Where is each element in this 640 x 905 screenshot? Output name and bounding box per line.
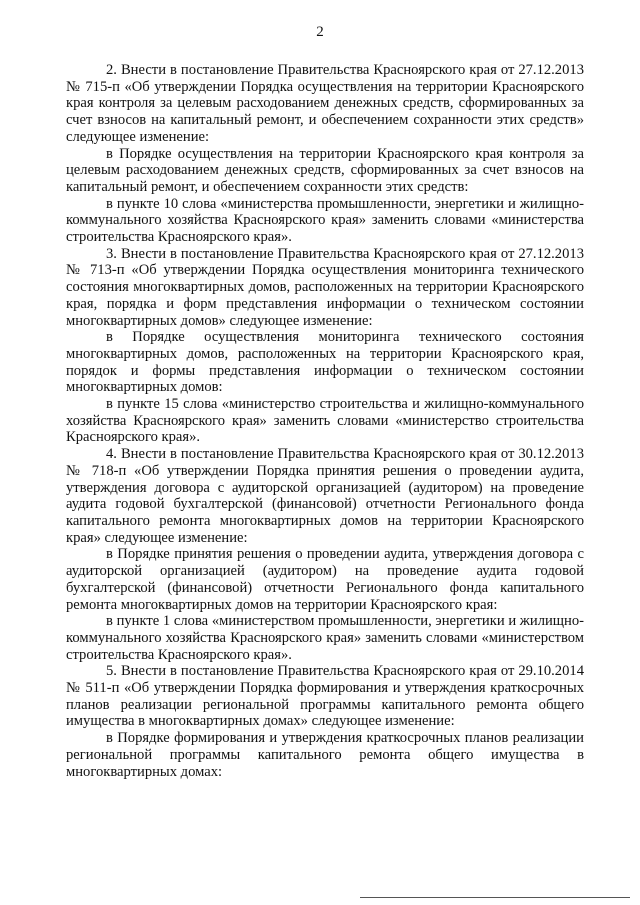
paragraph-item-4-order: в Порядке принятия решения о проведении аудита, утверждения договора с аудиторской организацией (аудитором) на проведение аудита годовой бухгалтерской (финансовой) отчетности Регионального фонда капитального ремонта многоквартирных домов на территории Красноярского края: bbox=[66, 546, 584, 613]
page-number: 2 bbox=[316, 24, 324, 40]
paragraph-item-3: 3. Внести в постановление Правительства Красноярского края от 27.12.2013 № 713-п «Об утверждении Порядка осуществления мониторинга технического состояния многоквартирных домов, расположенных на территории Красноярского края, порядка и форм представления информации о техническом состоянии многоквартирных домов» следующее изменение: bbox=[66, 245, 584, 329]
paragraph-item-2: 2. Внести в постановление Правительства Красноярского края от 27.12.2013 № 715-п «Об утверждении Порядка осуществления на территории Красноярского края контроля за целевым расходованием денежных средств, сформированных за счет взносов на капитальный ремонт, и обеспечением сохранности этих средств» следующее изменение: bbox=[66, 62, 584, 145]
paragraph-item-4-change: в пункте 1 слова «министерством промышленности, энергетики и жилищно-коммунального хозяйства Красноярского края» заменить словами «министерством строительства Красноярского края». bbox=[66, 613, 584, 663]
paragraph-item-3-order: в Порядке осуществления мониторинга технического состояния многоквартирных домов, расположенных на территории Красноярского края, порядок и формы представления информации о техническом состоянии многоквартирных домов: bbox=[66, 329, 584, 396]
paragraph-item-5-order: в Порядке формирования и утверждения краткосрочных планов реализации региональной программы капитального ремонта общего имущества в многоквартирных домах: bbox=[66, 730, 584, 780]
document-body bbox=[66, 62, 584, 780]
paragraph-item-5: 5. Внести в постановление Правительства Красноярского края от 29.10.2014 № 511-п «Об утверждении Порядка формирования и утверждения краткосрочных планов реализации региональной программы капитального ремонта общего имущества в многоквартирных домах» следующее изменение: bbox=[66, 663, 584, 730]
footer-divider bbox=[360, 897, 630, 898]
paragraph-item-3-change: в пункте 15 слова «министерство строительства и жилищно-коммунального хозяйства Красноярского края» заменить словами «министерство строительства Красноярского края». bbox=[66, 396, 584, 446]
paragraph-item-2-order: в Порядке осуществления на территории Красноярского края контроля за целевым расходованием денежных средств, сформированных за счет взносов на капитальный ремонт, и обеспечением сохранности этих средств: bbox=[66, 145, 584, 195]
paragraph-item-4: 4. Внести в постановление Правительства Красноярского края от 30.12.2013 № 718-п «Об утверждении Порядка принятия решения о проведении аудита, утверждения договора с аудиторской организацией (аудитором) на проведение аудита годовой бухгалтерской (финансовой) отчетности Регионального фонда капитального ремонта многоквартирных домов на территории Красноярского края» следующее изменение: bbox=[66, 446, 584, 546]
paragraph-item-2-change: в пункте 10 слова «министерства промышленности, энергетики и жилищно-коммунального хозяйства Красноярского края» заменить словами «министерства строительства Красноярского края». bbox=[66, 195, 584, 246]
